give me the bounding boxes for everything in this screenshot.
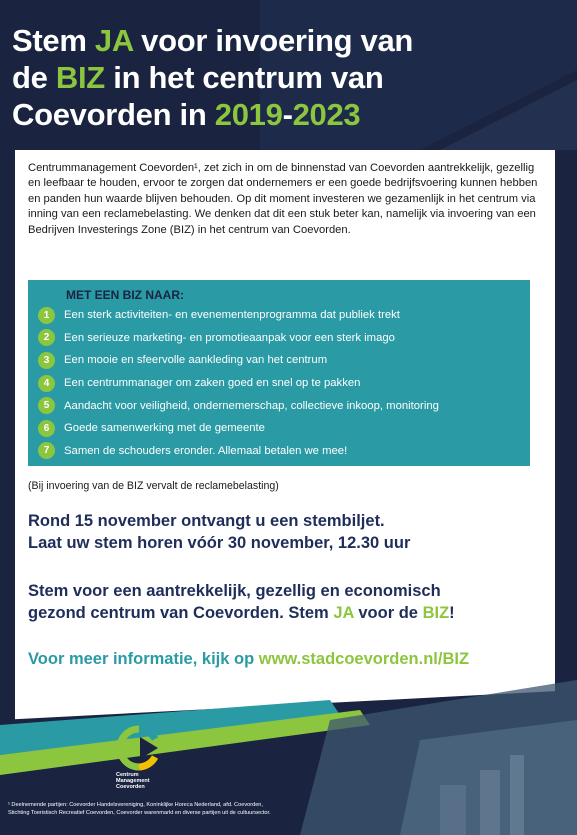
list-item-text: Een centrummanager om zaken goed en snel op te pakken bbox=[64, 377, 361, 390]
headline-biz: BIZ bbox=[55, 60, 105, 95]
vote-notice: Rond 15 november ontvangt u een stembiljet. Laat uw stem horen vóór 30 november, 12.30 uur bbox=[28, 512, 411, 552]
list-item bbox=[38, 372, 439, 395]
number-badge: 6 bbox=[38, 420, 55, 437]
list-item-text: Aandacht voor veiligheid, ondernemerschap, collectieve inkoop, monitoring bbox=[64, 399, 439, 412]
biz-benefits-box bbox=[28, 280, 530, 466]
biz-benefits-list bbox=[38, 304, 439, 462]
slogan: Stem voor een aantrekkelijk, gezellig en economisch gezond centrum van Coevorden. Stem JA voor de BIZ! bbox=[28, 582, 455, 622]
list-item-text: Een sterk activiteiten- en evenementenprogramma dat publiek trekt bbox=[64, 309, 400, 322]
list-item bbox=[38, 349, 439, 372]
website-link[interactable]: www.stadcoevorden.nl/BIZ bbox=[258, 650, 470, 668]
centrum-management-logo bbox=[114, 725, 164, 771]
list-item bbox=[38, 394, 439, 417]
headline-year-start: 2019 bbox=[214, 97, 283, 132]
headline-ja: JA bbox=[94, 23, 133, 58]
list-item bbox=[38, 440, 439, 463]
biz-benefits-title: MET EEN BIZ NAAR: bbox=[66, 288, 184, 302]
number-badge: 4 bbox=[38, 375, 55, 392]
list-item bbox=[38, 327, 439, 350]
list-item-text: Samen de schouders eronder. Allemaal betalen we mee! bbox=[64, 444, 348, 457]
number-badge: 3 bbox=[38, 352, 55, 369]
more-info-label: Voor meer informatie, kijk op bbox=[28, 650, 259, 668]
list-item-text: Goede samenwerking met de gemeente bbox=[64, 422, 265, 435]
number-badge: 1 bbox=[38, 307, 55, 324]
slogan-ja: JA bbox=[333, 604, 354, 622]
logo-text: Centrum Management Coevorden bbox=[116, 772, 150, 790]
list-item bbox=[38, 417, 439, 440]
number-badge: 2 bbox=[38, 329, 55, 346]
number-badge: 5 bbox=[38, 397, 55, 414]
list-item-text: Een mooie en sfeervolle aankleding van het centrum bbox=[64, 354, 328, 367]
list-item-text: Een serieuze marketing- en promotieaanpak voor een sterk imago bbox=[64, 331, 395, 344]
number-badge: 7 bbox=[38, 442, 55, 459]
headline-year-end: 2023 bbox=[292, 97, 361, 132]
list-item bbox=[38, 304, 439, 327]
footnote: ¹ Deelnemende partijen: Coevorder Handelsvereniging, Koninklijke Horeca Nederland, afd. Coevorden, Stichting Toeristisch Recreatief Coevorden, Coevorder warenmarkt en diverse partijen uit de cultuursector. bbox=[8, 802, 271, 816]
slogan-biz: BIZ bbox=[422, 604, 450, 622]
headline: Stem JA voor invoering van de BIZ in het centrum van Coevorden in 2019-2023 bbox=[12, 23, 414, 132]
intro-paragraph: Centrummanagement Coevorden¹, zet zich in om de binnenstad van Coevorden aantrekkelijk, gezellig en leefbaar te houden, ervoor te zorgen dat ondernemers er een goede bedrijfsvoering kunnen hebben en panden hun waarde blijven behouden. Op dit moment investeren we gezamenlijk in het centrum via inning van een reclamebelasting. We denken dat dit een stuk beter kan, namelijk via invoering van een Bedrijven Investerings Zone (BIZ) in het centrum van Coevorden. bbox=[28, 162, 538, 236]
more-info bbox=[28, 650, 548, 669]
tax-note: (Bij invoering van de BIZ vervalt de reclamebelasting) bbox=[28, 480, 279, 492]
